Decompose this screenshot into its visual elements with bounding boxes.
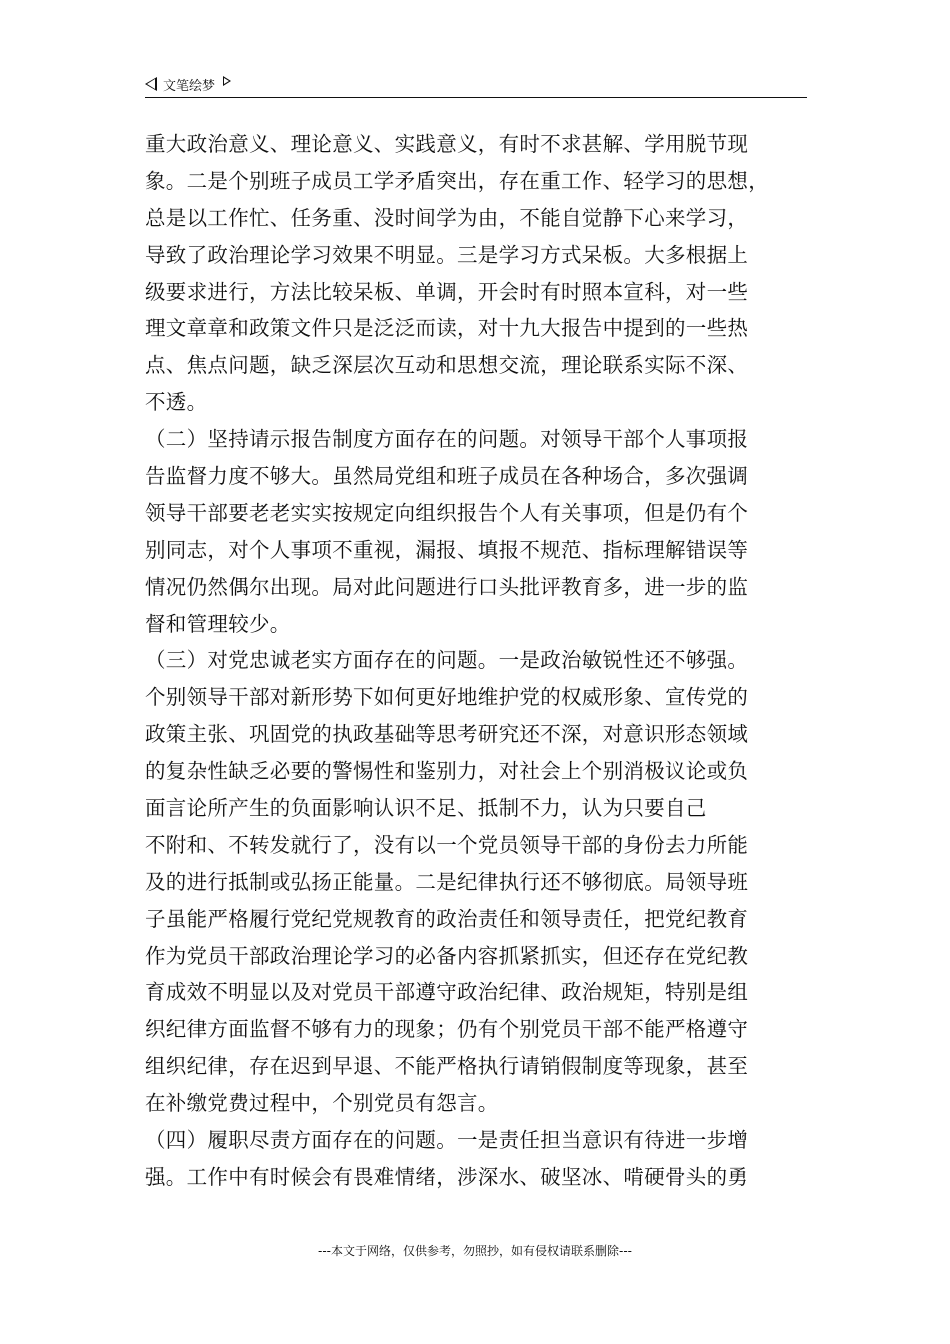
text-line: 总是以工作忙、任务重、没时间学为由，不能自觉静下心来学习， <box>145 205 749 230</box>
text-line: （三）对党忠诚老实方面存在的问题。一是政治敏锐性还不够强。 <box>145 648 749 673</box>
text-line: 个别领导干部对新形势下如何更好地维护党的权威形象、宣传党的 <box>145 685 749 710</box>
text-line: 导致了政治理论学习效果不明显。三是学习方式呆板。大多根据上 <box>145 242 749 267</box>
text-line: （二）坚持请示报告制度方面存在的问题。对领导干部个人事项报 <box>145 427 749 452</box>
triangle-right-icon <box>223 76 231 86</box>
text-line: 级要求进行，方法比较呆板、单调，开会时有时照本宣科，对一些 <box>145 279 749 304</box>
text-line: 督和管理较少。 <box>145 611 291 636</box>
text-line: 象。二是个别班子成员工学矛盾突出，存在重工作、轻学习的思想， <box>145 168 769 193</box>
text-line: 理文章章和政策文件只是泛泛而读，对十九大报告中提到的一些热 <box>145 316 749 341</box>
document-body <box>145 126 825 1196</box>
text-line: 及的进行抵制或弘扬正能量。二是纪律执行还不够彻底。局领导班 <box>145 869 749 894</box>
text-line: 育成效不明显以及对党员干部遵守政治纪律、政治规矩，特别是组 <box>145 980 749 1005</box>
text-line: 不附和、不转发就行了，没有以一个党员领导干部的身份去力所能 <box>145 832 749 857</box>
text-line: 点、焦点问题，缺乏深层次互动和思想交流，理论联系实际不深、 <box>145 353 749 378</box>
text-line: 的复杂性缺乏必要的警惕性和鉴别力，对社会上个别消极议论或负 <box>145 759 749 784</box>
footer-disclaimer: ---本文于网络，仅供参考，勿照抄，如有侵权请联系删除--- <box>318 1244 632 1258</box>
header-divider <box>145 97 807 98</box>
text-line: 情况仍然偶尔出现。局对此问题进行口头批评教育多，进一步的监 <box>145 574 749 599</box>
text-line: 作为党员干部政治理论学习的必备内容抓紧抓实，但还存在党纪教 <box>145 943 749 968</box>
page-header <box>145 72 805 96</box>
header-title: 文笔绘梦 <box>163 78 216 94</box>
text-line: 政策主张、巩固党的执政基础等思考研究还不深，对意识形态领域 <box>145 722 749 747</box>
text-line: 子虽能严格履行党纪党规教育的政治责任和领导责任，把党纪教育 <box>145 906 749 931</box>
text-line: 不透。 <box>145 390 208 415</box>
text-line: 别同志，对个人事项不重视，漏报、填报不规范、指标理解错误等 <box>145 537 749 562</box>
text-line: 重大政治意义、理论意义、实践意义，有时不求甚解、学用脱节现 <box>145 132 749 156</box>
text-line: （四）履职尽责方面存在的问题。一是责任担当意识有待进一步增 <box>145 1128 749 1153</box>
triangle-left-icon <box>145 77 157 91</box>
text-line: 织纪律方面监督不够有力的现象；仍有个别党员干部不能严格遵守 <box>145 1017 749 1042</box>
text-line: 强。工作中有时候会有畏难情绪，涉深水、破坚冰、啃硬骨头的勇 <box>145 1164 749 1189</box>
text-line: 组织纪律，存在迟到早退、不能严格执行请销假制度等现象，甚至 <box>145 1054 749 1079</box>
text-line: 领导干部要老老实实按规定向组织报告个人有关事项，但是仍有个 <box>145 500 749 525</box>
text-line: 告监督力度不够大。虽然局党组和班子成员在各种场合，多次强调 <box>145 464 749 489</box>
text-line: 面言论所产生的负面影响认识不足、抵制不力，认为只要自己 <box>145 796 707 821</box>
text-line: 在补缴党费过程中，个别党员有怨言。 <box>145 1091 499 1116</box>
